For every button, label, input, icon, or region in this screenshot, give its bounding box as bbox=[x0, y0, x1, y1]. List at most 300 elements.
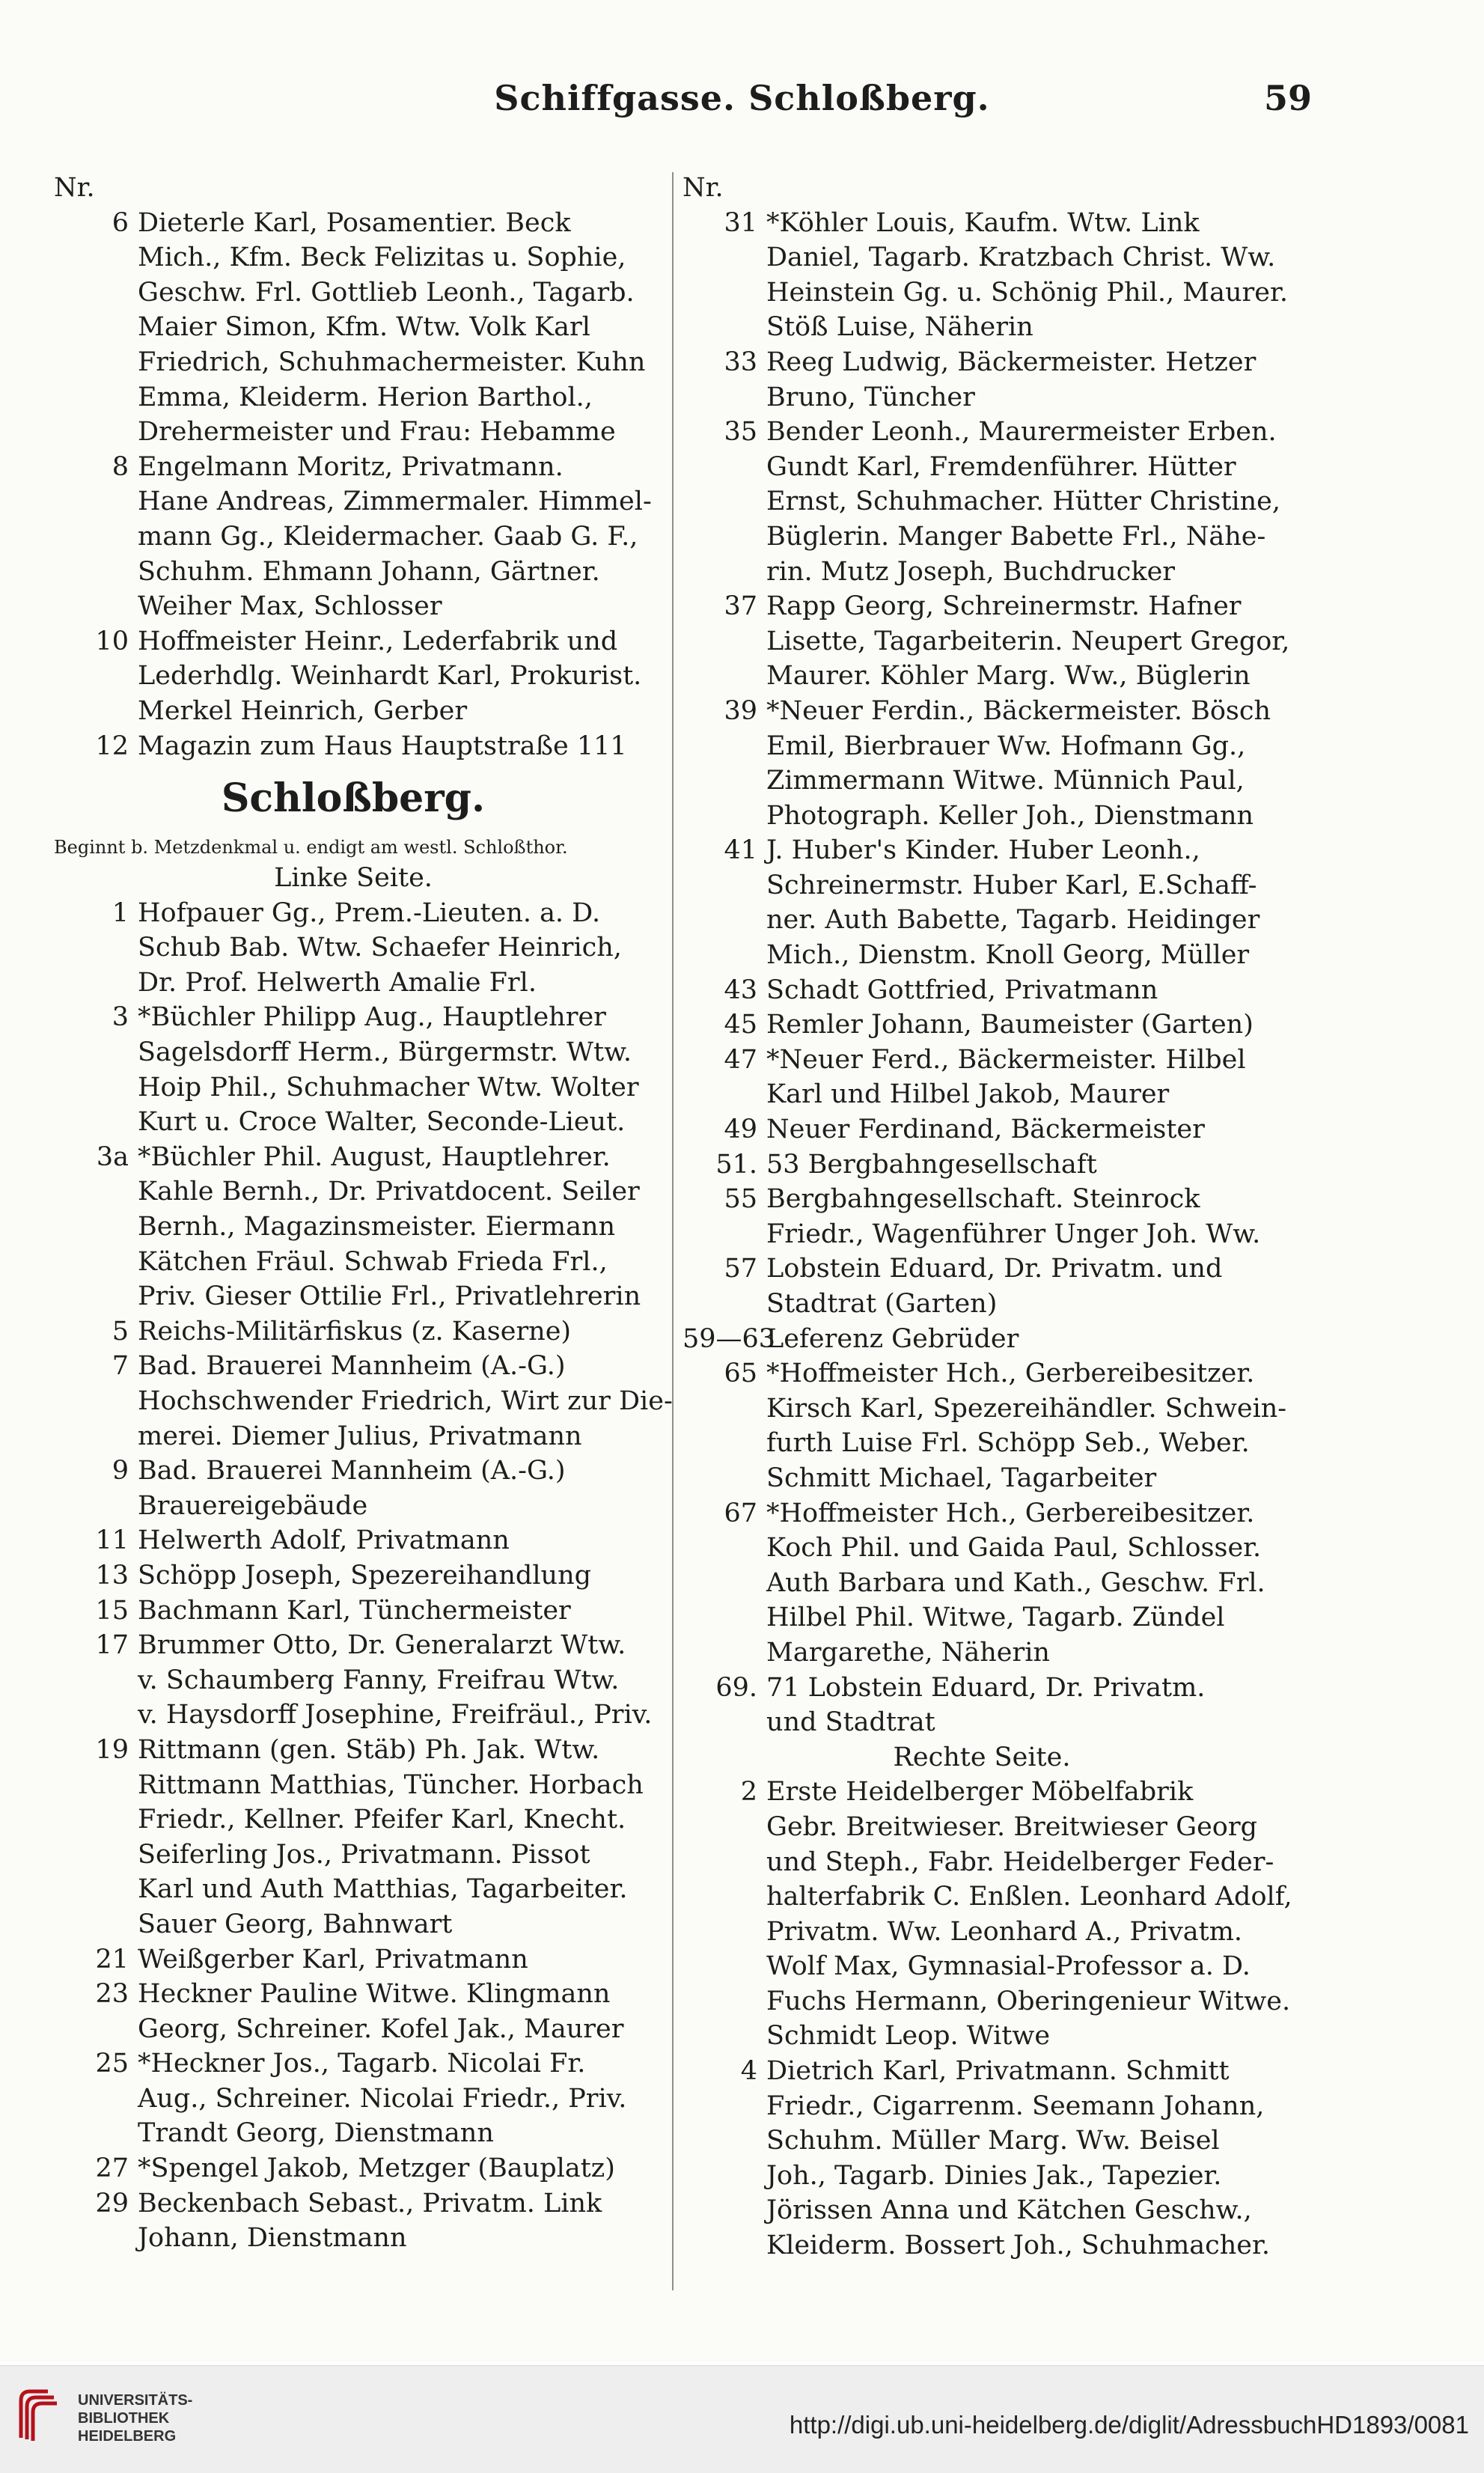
house-number bbox=[54, 484, 138, 519]
entry-text: Brummer Otto, Dr. Generalarzt Wtw. bbox=[138, 1630, 626, 1661]
house-number bbox=[54, 930, 138, 966]
house-number: 23 bbox=[95, 1979, 129, 2010]
entry-text: Dr. Prof. Helwerth Amalie Frl. bbox=[138, 967, 537, 998]
house-number bbox=[683, 519, 766, 555]
entry-text: Georg, Schreiner. Kofel Jak., Maurer bbox=[138, 2013, 624, 2044]
house-number: 59—63 bbox=[683, 1323, 776, 1354]
house-number: 47 bbox=[724, 1044, 757, 1075]
house-number: 11 bbox=[95, 1525, 129, 1556]
entry-text: Priv. Gieser Ottilie Frl., Privatlehrerin bbox=[138, 1281, 641, 1312]
entry-line bbox=[683, 2019, 1281, 2054]
entry-line bbox=[683, 1845, 1281, 1880]
entry-text: J. Huber's Kinder. Huber Leonh., bbox=[766, 835, 1200, 866]
entry-text: Bergbahngesellschaft. Steinrock bbox=[766, 1184, 1200, 1215]
house-number bbox=[54, 1419, 138, 1454]
house-number bbox=[54, 1210, 138, 1245]
entry-line bbox=[54, 240, 653, 275]
entry-line bbox=[54, 1802, 653, 1838]
right-column bbox=[683, 171, 1292, 2263]
entry-line bbox=[683, 2159, 1281, 2194]
house-number bbox=[683, 1531, 766, 1566]
entry-line bbox=[683, 763, 1281, 799]
entry-line bbox=[54, 2151, 653, 2186]
entry-text: Heckner Pauline Witwe. Klingmann bbox=[138, 1979, 611, 2010]
house-number: 55 bbox=[724, 1184, 757, 1215]
entry-line bbox=[54, 1907, 653, 1942]
entry-text: Gundt Karl, Fremdenführer. Hütter bbox=[766, 451, 1236, 482]
entry-line bbox=[54, 1245, 653, 1280]
house-number: 17 bbox=[95, 1630, 129, 1661]
house-number bbox=[683, 1287, 766, 1322]
entry-text: Neuer Ferdinand, Bäckermeister bbox=[766, 1114, 1205, 1145]
entry-line bbox=[683, 1600, 1281, 1635]
entry-line bbox=[54, 1663, 653, 1698]
house-number bbox=[683, 2193, 766, 2228]
house-number bbox=[54, 275, 138, 311]
house-number bbox=[683, 763, 766, 799]
entry-text: *Büchler Phil. August, Hauptlehrer. bbox=[138, 1141, 611, 1172]
university-logo-icon bbox=[15, 2385, 63, 2445]
entry-text: Trandt Georg, Dienstmann bbox=[138, 2118, 494, 2149]
entry-text: *Heckner Jos., Tagarb. Nicolai Fr. bbox=[138, 2049, 586, 2079]
house-number bbox=[683, 1810, 766, 1845]
entry-line bbox=[683, 938, 1281, 973]
house-number: 45 bbox=[724, 1010, 757, 1040]
house-number bbox=[54, 1872, 138, 1907]
house-number: 43 bbox=[724, 975, 757, 1005]
entry-text: rin. Mutz Joseph, Buchdrucker bbox=[766, 556, 1176, 587]
house-number bbox=[683, 868, 766, 903]
entry-text: Kahle Bernh., Dr. Privatdocent. Seiler bbox=[138, 1177, 640, 1207]
house-number: 13 bbox=[95, 1560, 129, 1591]
entry-line bbox=[54, 2046, 653, 2082]
house-number bbox=[54, 2082, 138, 2117]
entry-text: *Hoffmeister Hch., Gerbereibesitzer. bbox=[766, 1498, 1255, 1528]
entry-text: Mich., Kfm. Beck Felizitas u. Sophie, bbox=[138, 243, 626, 273]
entry-text: Wolf Max, Gymnasial-Professor a. D. bbox=[766, 1951, 1251, 1982]
entry-line bbox=[683, 1217, 1281, 1252]
entry-text: Maier Simon, Kfm. Wtw. Volk Karl bbox=[138, 312, 590, 343]
entry-line bbox=[683, 1705, 1281, 1740]
entry-text: Dieterle Karl, Posamentier. Beck bbox=[138, 207, 571, 238]
entry-text: Daniel, Tagarb. Kratzbach Christ. Ww. bbox=[766, 243, 1276, 273]
entry-line bbox=[683, 1635, 1281, 1671]
entry-text: merei. Diemer Julius, Privatmann bbox=[138, 1421, 582, 1451]
house-number bbox=[54, 2221, 138, 2256]
entry-text: Rittmann (gen. Stäb) Ph. Jak. Wtw. bbox=[138, 1734, 600, 1765]
entry-line bbox=[683, 1984, 1291, 2019]
entry-line bbox=[683, 868, 1281, 903]
house-number bbox=[54, 1279, 138, 1314]
entry-line bbox=[683, 519, 1281, 555]
entry-text: Remler Johann, Baumeister (Garten) bbox=[766, 1010, 1254, 1040]
entry-line bbox=[683, 1077, 1281, 1112]
entry-text: Schöpp Joseph, Spezereihandlung bbox=[138, 1560, 592, 1591]
entry-text: Ernst, Schuhmacher. Hütter Christine, bbox=[766, 487, 1280, 517]
entry-text: Mich., Dienstm. Knoll Georg, Müller bbox=[766, 940, 1250, 971]
house-number bbox=[683, 484, 766, 519]
entry-text: Dietrich Karl, Privatmann. Schmitt bbox=[766, 2056, 1230, 2087]
entry-text: mann Gg., Kleidermacher. Gaab G. F., bbox=[138, 521, 638, 552]
house-number bbox=[54, 1663, 138, 1698]
entry-line bbox=[54, 624, 653, 659]
house-number: 12 bbox=[95, 731, 129, 761]
entry-text: und Stadtrat bbox=[766, 1707, 935, 1738]
entry-line bbox=[54, 484, 653, 519]
subsection-title: Linke Seite. bbox=[274, 863, 433, 894]
source-url[interactable]: http://digi.ub.uni-heidelberg.de/diglit/AdressbuchHD1893/0081 bbox=[789, 2411, 1469, 2439]
entry-text: Schadt Gottfried, Privatmann bbox=[766, 975, 1158, 1005]
house-number bbox=[683, 1949, 766, 1984]
house-number bbox=[683, 2123, 766, 2159]
entry-line bbox=[683, 1426, 1281, 1461]
entry-text: Seiferling Jos., Privatmann. Pissot bbox=[138, 1839, 590, 1870]
entry-line bbox=[54, 896, 653, 931]
house-number: 37 bbox=[724, 591, 757, 622]
entry-line bbox=[683, 1287, 1281, 1322]
entry-line bbox=[683, 799, 1281, 834]
entry-text: Hochschwender Friedrich, Wirt zur Die- bbox=[138, 1386, 673, 1416]
entry-text: Bruno, Tüncher bbox=[766, 382, 975, 412]
house-number bbox=[54, 1489, 138, 1524]
house-number bbox=[683, 938, 766, 973]
house-number bbox=[54, 380, 138, 415]
entry-line bbox=[683, 1356, 1281, 1391]
entry-text: Joh., Tagarb. Dinies Jak., Tapezier. bbox=[766, 2160, 1222, 2191]
entry-text: Hofpauer Gg., Prem.-Lieuten. a. D. bbox=[138, 897, 601, 928]
entry-text: Emil, Bierbrauer Ww. Hofmann Gg., bbox=[766, 731, 1246, 761]
house-number: 65 bbox=[724, 1359, 757, 1389]
entry-text: Bachmann Karl, Tünchermeister bbox=[138, 1595, 571, 1626]
entry-text: Friedr., Cigarrenm. Seemann Johann, bbox=[766, 2091, 1265, 2121]
house-number: 8 bbox=[112, 451, 129, 482]
house-number bbox=[54, 240, 138, 275]
entry-text: Schuhm. Müller Marg. Ww. Beisel bbox=[766, 2126, 1220, 2156]
house-number: 3a bbox=[96, 1141, 129, 1172]
entry-text: Weiher Max, Schlosser bbox=[138, 591, 442, 622]
entry-line bbox=[683, 1007, 1281, 1043]
entry-line bbox=[683, 1879, 1292, 1915]
house-number bbox=[683, 380, 766, 415]
entry-line bbox=[54, 415, 653, 450]
entry-line bbox=[683, 2193, 1281, 2228]
entry-text: Emma, Kleiderm. Herion Barthol., bbox=[138, 382, 593, 412]
entry-line bbox=[683, 659, 1281, 694]
entry-text: Engelmann Moritz, Privatmann. bbox=[138, 451, 564, 482]
house-number bbox=[683, 624, 766, 659]
entry-text: Reichs-Militärfiskus (z. Kaserne) bbox=[138, 1316, 572, 1347]
entry-line bbox=[54, 1489, 653, 1524]
house-number bbox=[683, 1915, 766, 1950]
entry-line bbox=[683, 589, 1281, 624]
house-number bbox=[683, 2228, 766, 2263]
house-number: 35 bbox=[724, 417, 757, 448]
entry-line bbox=[683, 1566, 1281, 1601]
house-number bbox=[683, 1705, 766, 1740]
entry-text: Hilbel Phil. Witwe, Tagarb. Zündel bbox=[766, 1603, 1225, 1633]
house-number bbox=[54, 1070, 138, 1106]
entry-text: Maurer. Köhler Marg. Ww., Büglerin bbox=[766, 661, 1251, 692]
entry-text: Fuchs Hermann, Oberingenieur Witwe. bbox=[766, 1986, 1291, 2016]
entry-line bbox=[54, 1768, 653, 1803]
institution-name: UNIVERSITÄTS- BIBLIOTHEK HEIDELBERG bbox=[78, 2392, 193, 2445]
entry-text: Rittmann Matthias, Tüncher. Horbach bbox=[138, 1769, 644, 1800]
entry-text: Hoffmeister Heinr., Lederfabrik und bbox=[138, 626, 618, 656]
house-number: 21 bbox=[95, 1944, 129, 1975]
entry-text: Schuhm. Ehmann Johann, Gärtner. bbox=[138, 556, 600, 587]
entry-text: Sauer Georg, Bahnwart bbox=[138, 1909, 453, 1939]
entry-line bbox=[683, 1391, 1287, 1427]
house-number bbox=[54, 2116, 138, 2151]
entry-text: Zimmermann Witwe. Münnich Paul, bbox=[766, 766, 1245, 796]
entry-line bbox=[683, 1810, 1281, 1845]
entry-text: Kleiderm. Bossert Joh., Schuhmacher. bbox=[766, 2230, 1271, 2261]
entry-line bbox=[683, 1147, 1281, 1183]
entry-line bbox=[54, 450, 653, 485]
entry-text: Bad. Brauerei Mannheim (A.-G.) bbox=[138, 1456, 566, 1486]
entry-line bbox=[54, 1279, 653, 1314]
entry-text: Johann, Dienstmann bbox=[138, 2223, 407, 2254]
entry-line bbox=[54, 1140, 653, 1175]
page-header-title: Schiffgasse. Schloßberg. bbox=[494, 78, 990, 118]
entry-text: Geschw. Frl. Gottlieb Leonh., Tagarb. bbox=[138, 277, 635, 308]
entry-text: Privatm. Ww. Leonhard A., Privatm. bbox=[766, 1916, 1243, 1947]
house-number bbox=[54, 659, 138, 694]
entry-text: Weißgerber Karl, Privatmann bbox=[138, 1944, 528, 1975]
entry-text: Sagelsdorff Herm., Bürgermstr. Wtw. bbox=[138, 1037, 632, 1068]
entry-text: v. Haysdorff Josephine, Freifräul., Priv. bbox=[138, 1700, 653, 1731]
entry-line bbox=[54, 519, 653, 555]
entry-text: Koch Phil. und Gaida Paul, Schlosser. bbox=[766, 1533, 1262, 1564]
house-number: 29 bbox=[95, 2188, 129, 2219]
entry-line bbox=[683, 1043, 1281, 1078]
entry-text: Rapp Georg, Schreinermstr. Hafner bbox=[766, 591, 1242, 622]
entry-line bbox=[683, 1915, 1281, 1950]
house-number bbox=[54, 345, 138, 380]
entry-text: Bender Leonh., Maurermeister Erben. bbox=[766, 417, 1277, 448]
entry-line bbox=[683, 1322, 1281, 1357]
entry-text: Büglerin. Manger Babette Frl., Nähe- bbox=[766, 521, 1266, 552]
entry-line bbox=[54, 1105, 653, 1140]
entry-text: Kirsch Karl, Spezereihändler. Schwein- bbox=[766, 1393, 1287, 1424]
house-number bbox=[683, 450, 766, 485]
house-number: 15 bbox=[95, 1595, 129, 1626]
house-number bbox=[683, 799, 766, 834]
entry-line bbox=[54, 1349, 653, 1384]
house-number bbox=[54, 966, 138, 1001]
entry-text: Kätchen Fräul. Schwab Frieda Frl., bbox=[138, 1246, 608, 1277]
entry-line bbox=[683, 380, 1281, 415]
entry-text: Jörissen Anna und Kätchen Geschw., bbox=[766, 2195, 1252, 2226]
entry-line bbox=[54, 1314, 653, 1350]
entry-text: Kurt u. Croce Walter, Seconde-Lieut. bbox=[138, 1107, 626, 1138]
entry-line bbox=[54, 1872, 653, 1907]
house-number bbox=[54, 519, 138, 555]
entry-line bbox=[54, 1000, 653, 1035]
house-number bbox=[54, 589, 138, 624]
house-number bbox=[683, 2089, 766, 2124]
entry-text: Merkel Heinrich, Gerber bbox=[138, 695, 468, 726]
house-number bbox=[683, 240, 766, 275]
house-number bbox=[54, 1838, 138, 1873]
house-number bbox=[683, 310, 766, 345]
entry-text: Auth Barbara und Kath., Geschw. Frl. bbox=[766, 1567, 1265, 1598]
entry-line bbox=[54, 1419, 653, 1454]
entry-line bbox=[683, 1112, 1281, 1147]
house-number: 69. bbox=[715, 1672, 757, 1703]
entry-line bbox=[683, 1949, 1281, 1984]
house-number bbox=[683, 1426, 766, 1461]
entry-line bbox=[54, 729, 653, 764]
entry-text: Schmidt Leop. Witwe bbox=[766, 2021, 1051, 2052]
entry-line bbox=[54, 275, 653, 311]
entry-text: 53 Bergbahngesellschaft bbox=[766, 1149, 1097, 1180]
entry-line bbox=[54, 310, 653, 345]
entry-text: Lisette, Tagarbeiterin. Neupert Gregor, bbox=[766, 626, 1290, 656]
house-number: 49 bbox=[724, 1114, 757, 1145]
left-column bbox=[54, 171, 673, 2256]
entry-line bbox=[683, 694, 1281, 729]
house-number bbox=[683, 659, 766, 694]
house-number bbox=[683, 2159, 766, 2194]
entry-line bbox=[54, 2116, 653, 2151]
entry-line bbox=[54, 1384, 673, 1419]
entry-line bbox=[54, 966, 653, 1001]
entry-line bbox=[54, 1210, 653, 1245]
house-number bbox=[683, 1391, 766, 1427]
entry-line bbox=[683, 1531, 1281, 1566]
entry-line bbox=[683, 1461, 1281, 1496]
entry-text: Karl und Hilbel Jakob, Maurer bbox=[766, 1079, 1170, 1110]
entry-line bbox=[54, 589, 653, 624]
house-number: 6 bbox=[112, 207, 129, 238]
entry-text: Friedr., Kellner. Pfeifer Karl, Knecht. bbox=[138, 1805, 626, 1835]
house-number bbox=[54, 1105, 138, 1140]
house-number: 5 bbox=[112, 1316, 129, 1347]
entry-text: Karl und Auth Matthias, Tagarbeiter. bbox=[138, 1874, 628, 1905]
house-number: 1 bbox=[112, 897, 129, 928]
entry-text: halterfabrik C. Enßlen. Leonhard Adolf, bbox=[766, 1882, 1292, 1912]
entry-text: Hoip Phil., Schuhmacher Wtw. Wolter bbox=[138, 1072, 639, 1103]
house-number bbox=[683, 903, 766, 938]
house-number bbox=[54, 1698, 138, 1733]
entry-text: 71 Lobstein Eduard, Dr. Privatm. bbox=[766, 1672, 1206, 1703]
house-number: 3 bbox=[112, 1002, 129, 1033]
house-number bbox=[683, 1566, 766, 1601]
house-number: 9 bbox=[112, 1456, 129, 1486]
entry-line bbox=[54, 206, 653, 241]
entry-line bbox=[683, 624, 1290, 659]
house-number bbox=[54, 1384, 138, 1419]
column-label: Nr. bbox=[54, 173, 95, 203]
entry-line bbox=[54, 1628, 653, 1663]
entry-text: Brauereigebäude bbox=[138, 1490, 368, 1521]
house-number: 25 bbox=[95, 2049, 129, 2079]
entry-text: *Hoffmeister Hch., Gerbereibesitzer. bbox=[766, 1359, 1255, 1389]
entry-line bbox=[683, 450, 1281, 485]
house-number: 39 bbox=[724, 695, 757, 726]
entry-line bbox=[54, 1977, 653, 2012]
entry-text: *Büchler Philipp Aug., Hauptlehrer bbox=[138, 1002, 606, 1033]
house-number bbox=[54, 2012, 138, 2047]
entry-line bbox=[54, 345, 653, 380]
entry-line bbox=[54, 694, 653, 729]
entry-line bbox=[683, 1775, 1281, 1810]
entry-text: Bernh., Magazinsmeister. Eiermann bbox=[138, 1212, 616, 1242]
house-number bbox=[54, 1174, 138, 1210]
entry-line bbox=[54, 2012, 653, 2047]
house-number bbox=[54, 1802, 138, 1838]
entry-text: Lobstein Eduard, Dr. Privatm. und bbox=[766, 1254, 1223, 1284]
entry-text: Aug., Schreiner. Nicolai Friedr., Priv. bbox=[138, 2083, 627, 2114]
entry-line bbox=[683, 240, 1281, 275]
entry-line bbox=[54, 1174, 653, 1210]
entry-text: Schmitt Michael, Tagarbeiter bbox=[766, 1463, 1157, 1493]
house-number: 4 bbox=[740, 2056, 757, 2087]
entry-line bbox=[54, 2221, 653, 2256]
column-divider bbox=[672, 172, 674, 2290]
entry-text: ner. Auth Babette, Tagarb. Heidinger bbox=[766, 905, 1260, 936]
footer-bar bbox=[0, 2365, 1484, 2473]
house-number bbox=[683, 1984, 766, 2019]
house-number bbox=[683, 1600, 766, 1635]
entry-text: Magazin zum Haus Hauptstraße 111 bbox=[138, 731, 627, 761]
house-number: 41 bbox=[724, 835, 757, 866]
entry-text: Heinstein Gg. u. Schönig Phil., Maurer. bbox=[766, 277, 1288, 308]
house-number: 2 bbox=[740, 1777, 757, 1808]
entry-line bbox=[683, 415, 1281, 450]
entry-text: Gebr. Breitwieser. Breitwieser Georg bbox=[766, 1811, 1258, 1842]
house-number: 10 bbox=[95, 626, 129, 656]
house-number bbox=[683, 275, 766, 311]
house-number bbox=[683, 1635, 766, 1671]
entry-line bbox=[683, 903, 1281, 938]
entry-line bbox=[683, 1251, 1281, 1287]
house-number: 19 bbox=[95, 1734, 129, 1765]
entry-text: Schreinermstr. Huber Karl, E.Schaff- bbox=[766, 870, 1257, 900]
entry-text: *Spengel Jakob, Metzger (Bauplatz) bbox=[138, 2153, 615, 2184]
entry-line bbox=[54, 1035, 653, 1070]
entry-line bbox=[683, 345, 1281, 380]
entry-text: *Neuer Ferd., Bäckermeister. Hilbel bbox=[766, 1044, 1246, 1075]
house-number bbox=[683, 2019, 766, 2054]
house-number bbox=[54, 415, 138, 450]
house-number bbox=[54, 1245, 138, 1280]
entry-line bbox=[54, 1523, 653, 1558]
house-number bbox=[683, 1077, 766, 1112]
entry-line bbox=[54, 1698, 653, 1733]
entry-text: furth Luise Frl. Schöpp Seb., Weber. bbox=[766, 1428, 1250, 1459]
entry-text: Friedrich, Schuhmachermeister. Kuhn bbox=[138, 347, 646, 377]
house-number bbox=[683, 729, 766, 764]
entry-text: Bad. Brauerei Mannheim (A.-G.) bbox=[138, 1351, 566, 1382]
entry-line bbox=[54, 1942, 653, 1978]
house-number bbox=[54, 555, 138, 590]
house-number: 31 bbox=[724, 207, 757, 238]
house-number bbox=[683, 1879, 766, 1915]
entry-line bbox=[54, 2082, 653, 2117]
entry-line bbox=[683, 275, 1288, 311]
entry-line bbox=[54, 1594, 653, 1629]
entry-line bbox=[683, 555, 1281, 590]
subsection-title: Rechte Seite. bbox=[893, 1742, 1071, 1772]
entry-line bbox=[683, 2228, 1281, 2263]
entry-line bbox=[683, 1496, 1281, 1531]
entry-line bbox=[54, 1454, 653, 1489]
entry-line bbox=[683, 2123, 1281, 2159]
entry-text: und Steph., Fabr. Heidelberger Feder- bbox=[766, 1847, 1274, 1877]
entry-text: Photograph. Keller Joh., Dienstmann bbox=[766, 800, 1254, 831]
